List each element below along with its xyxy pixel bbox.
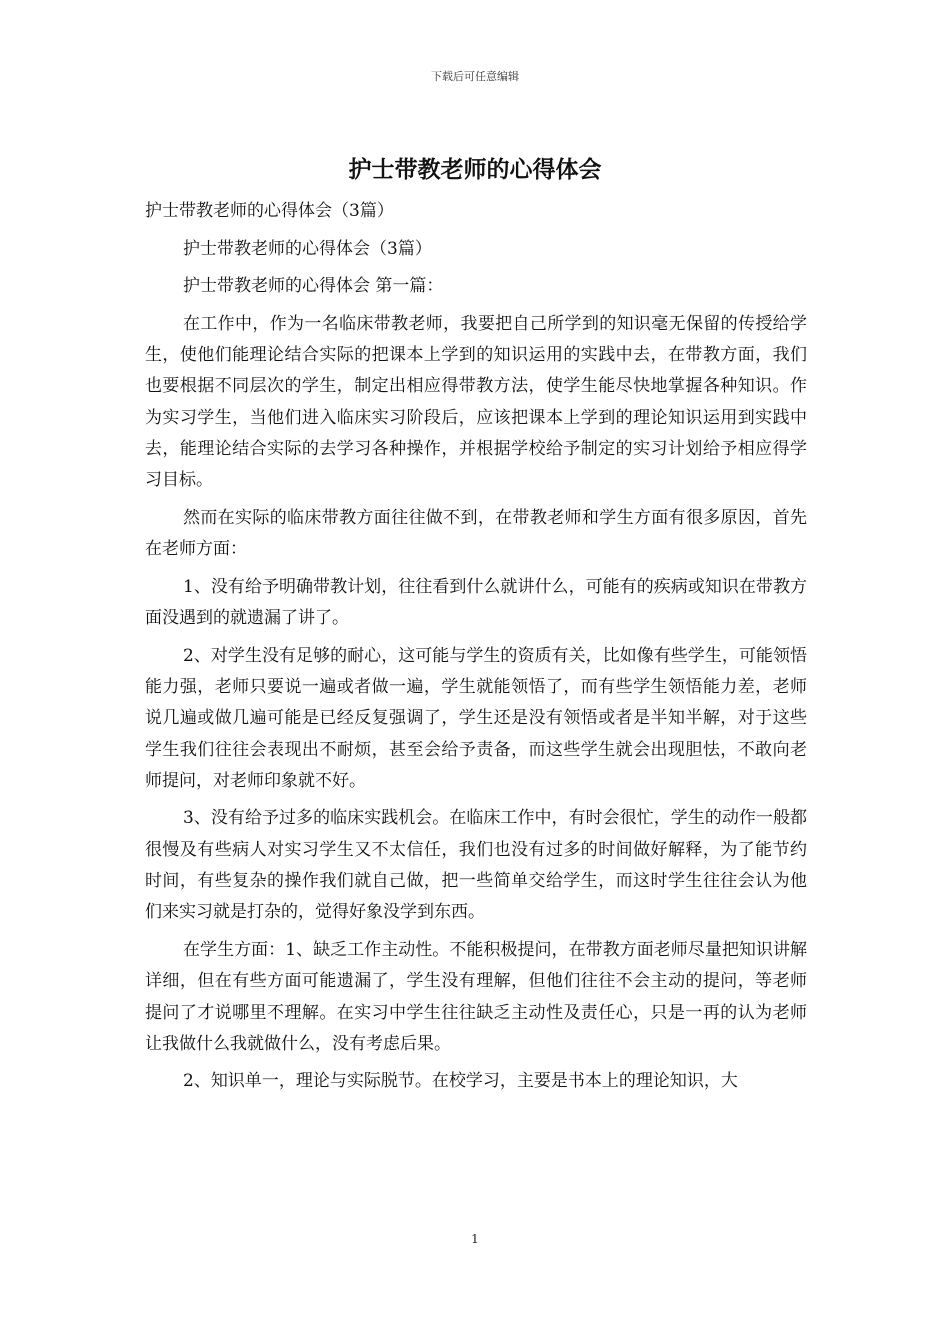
- body-paragraph: 1、没有给予明确带教计划，往往看到什么就讲什么，可能有的疾病或知识在带教方面没遇到的就遗漏了讲了。: [145, 576, 807, 629]
- subtitle-line: 护士带教老师的心得体会（3篇）: [145, 201, 394, 221]
- body-paragraph: 在工作中，作为一名临床带教老师，我要把自己所学到的知识毫无保留的传授给学生，使他们能理论结合实际的把课本上学到的知识运用的实践中去，在带教方面，我们也要根据不同层次的学生，制定出相应得带教方法，使学生能尽快地掌握各种知识。作为实习学生，当他们进入临床实习阶段后，应该把课本上学到的理论知识运用到实践中去，能理论结合实际的去学习各种操作，并根据学校给予制定的实习计划给予相应得学习目标。: [145, 313, 807, 491]
- body-paragraph: 在学生方面：1、缺乏工作主动性。不能积极提问，在带教方面老师尽量把知识讲解详细，但在有些方面可能遗漏了，学生没有理解，但他们往往不会主动的提问，等老师提问了才说哪里不理解。在实习中学生往往缺乏主动性及责任心，只是一再的认为老师让我做什么我就做什么，没有考虑后果。: [145, 939, 807, 1054]
- body-paragraph: 然而在实际的临床带教方面往往做不到，在带教老师和学生方面有很多原因，首先在老师方面：: [145, 507, 807, 560]
- document-body: [145, 196, 807, 1104]
- body-paragraph: 3、没有给予过多的临床实践机会。在临床工作中，有时会很忙，学生的动作一般都很慢及有些病人对实习学生又不太信任，我们也没有过多的时间做好解释，为了能节约时间，有些复杂的操作我们就自己做，把一些简单交给学生，而这时学生往往会认为他们来实习就是打杂的，觉得好象没学到东西。: [145, 808, 807, 923]
- page-header-note: 下载后可任意编辑: [431, 70, 519, 83]
- section-heading-first: 护士带教老师的心得体会 第一篇：: [183, 276, 444, 297]
- page-number: 1: [471, 1232, 479, 1246]
- body-paragraph: 2、知识单一，理论与实际脱节。在校学习，主要是书本上的理论知识，大: [183, 1071, 738, 1092]
- document-title: 护士带教老师的心得体会: [348, 156, 602, 183]
- subtitle-line-indented: 护士带教老师的心得体会（3篇）: [183, 238, 432, 259]
- body-paragraph: 2、对学生没有足够的耐心，这可能与学生的资质有关，比如像有些学生，可能领悟能力强，老师只要说一遍或者做一遍，学生就能领悟了，而有些学生领悟能力差，老师说几遍或做几遍可能是已经反复强调了，学生还是没有领悟或者是半知半解，对于这些学生我们往往会表现出不耐烦，甚至会给予责备，而这些学生就会出现胆怯，不敢向老师提问，对老师印象就不好。: [145, 645, 807, 791]
